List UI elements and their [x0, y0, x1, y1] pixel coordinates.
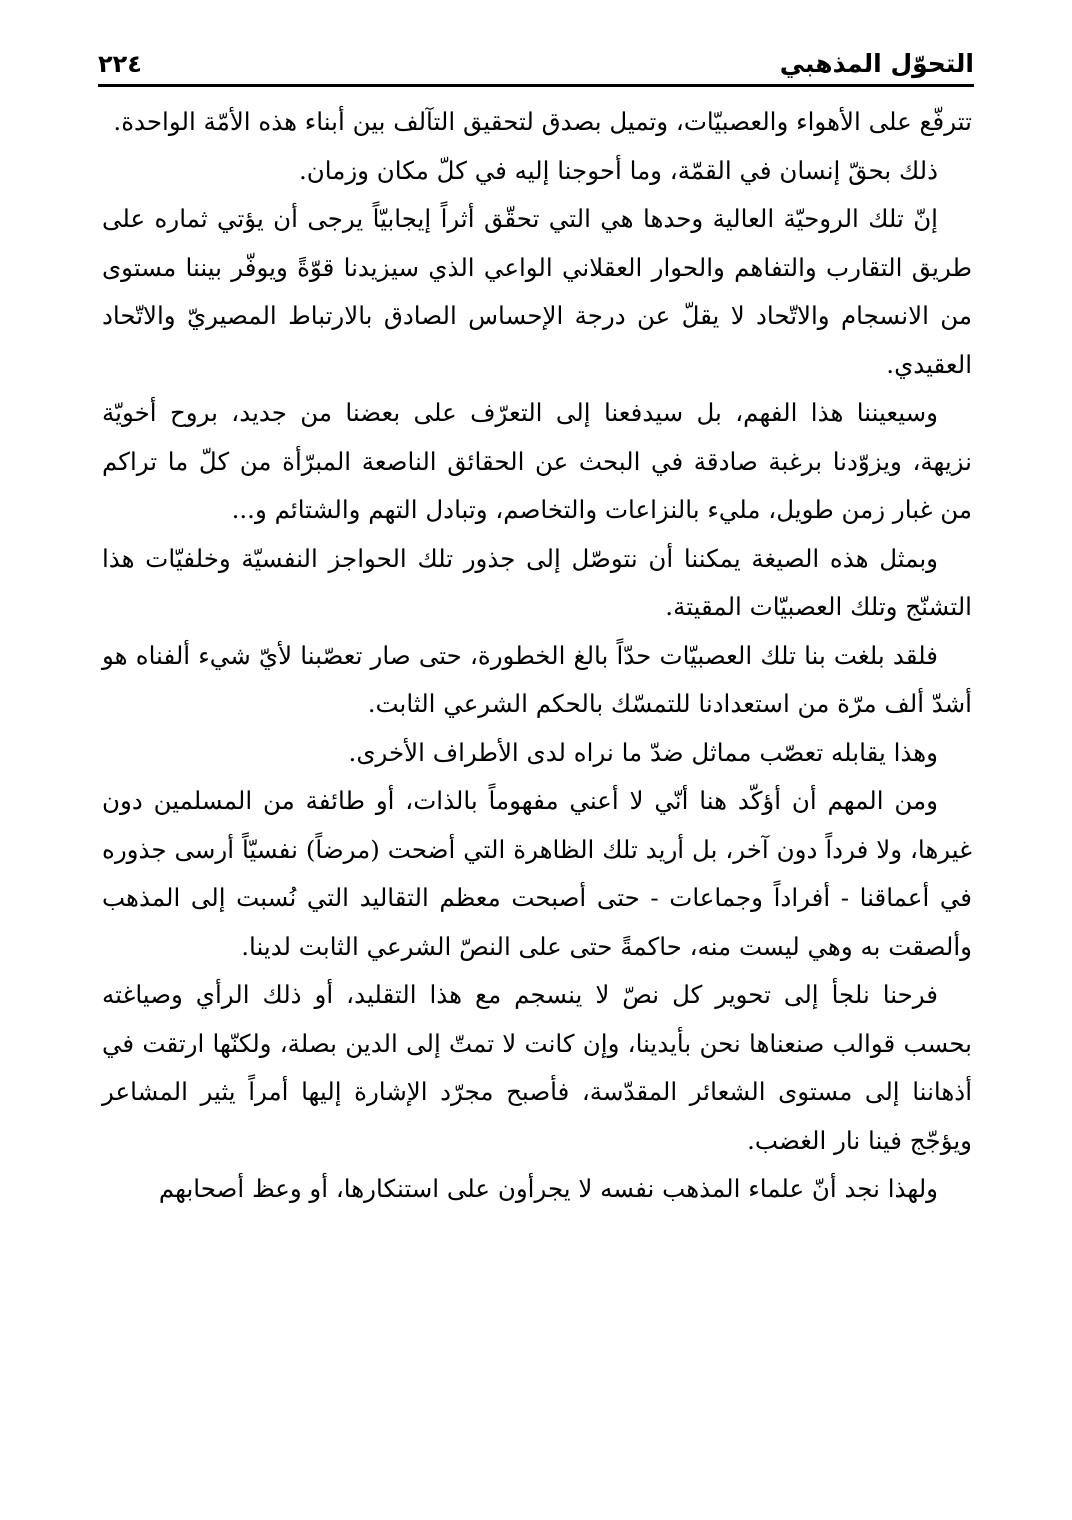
- paragraph: تترفّع على الأهواء والعصبيّات، وتميل بصدق لتحقيق التآلف بين أبناء هذه الأمّة الواحدة.: [113, 107, 972, 136]
- paragraph: فلقد بلغت بنا تلك العصبيّات حدّاً بالغ الخطورة، حتى صار تعصّبنا لأيّ شيء ألفناه هو أشدّ ألف مرّة من استعدادنا للتمسّك بالحكم الشرعي الثابت.: [102, 640, 972, 718]
- paragraph: ومن المهم أن أؤكّد هنا أنّي لا أعني مفهوماً بالذات، أو طائفة من المسلمين دون غيرها، ولا فرداً دون آخر، بل أريد تلك الظاهرة التي أضحت (مرضاً) نفسيّاً أرسى جذوره في أعماقنا - أفراداً وجماعات - حتى أصبحت معظم التقاليد التي نُسبت إلى المذهب وألصقت به وهي ليست منه، حاكمةً حتى على النصّ الشرعي الثابت لدينا.: [102, 786, 972, 961]
- header-divider: [98, 84, 974, 87]
- body-text: [102, 98, 972, 1214]
- page-number: ٢٢٤: [98, 50, 142, 78]
- running-title: التحوّل المذهبي: [779, 49, 974, 78]
- paragraph: وسيعيننا هذا الفهم، بل سيدفعنا إلى التعرّف على بعضنا من جديد، بروح أخويّة نزيهة، ويزوّدنا برغبة صادقة في البحث عن الحقائق الناصعة المبرّأة من كلّ ما تراكم من غبار زمن طويل، مليء بالنزاعات والتخاصم، وتبادل التهم والشتائم و...: [102, 398, 972, 524]
- paragraph: ذلك بحقّ إنسان في القمّة، وما أحوجنا إليه في كلّ مكان وزمان.: [298, 155, 938, 185]
- paragraph: إنّ تلك الروحيّة العالية وحدها هي التي تحقّق أثراً إيجابيّاً يرجى أن يؤتي ثماره على طريق التقارب والتفاهم والحوار العقلاني الواعي الذي سيزيدنا قوّةً ويوفّر بيننا مستوى من الانسجام والاتّحاد لا يقلّ عن درجة الإحساس الصادق بالارتباط المصيريّ والاتّحاد العقيدي.: [102, 204, 972, 379]
- paragraph: وهذا يقابله تعصّب مماثل ضدّ ما نراه لدى الأطراف الأخرى.: [348, 737, 938, 767]
- paragraph: وبمثل هذه الصيغة يمكننا أن نتوصّل إلى جذور تلك الحواجز النفسيّة وخلفيّات هذا التشنّج وتلك العصبيّات المقيتة.: [102, 543, 972, 621]
- paragraph: فرحنا نلجأ إلى تحوير كل نصّ لا ينسجم مع هذا التقليد، أو ذلك الرأي وصياغته بحسب قوالب صنعناها نحن بأيدينا، وإن كانت لا تمتّ إلى الدين بصلة، ولكنّها ارتقت في أذهاننا إلى مستوى الشعائر المقدّسة، فأصبح مجرّد الإشارة إليها أمراً يثير المشاعر ويؤجّج فينا نار الغضب.: [102, 980, 972, 1155]
- page-header: [98, 40, 974, 80]
- paragraph: ولهذا نجد أنّ علماء المذهب نفسه لا يجرأون على استنكارها، أو وعظ أصحابهم: [158, 1174, 938, 1203]
